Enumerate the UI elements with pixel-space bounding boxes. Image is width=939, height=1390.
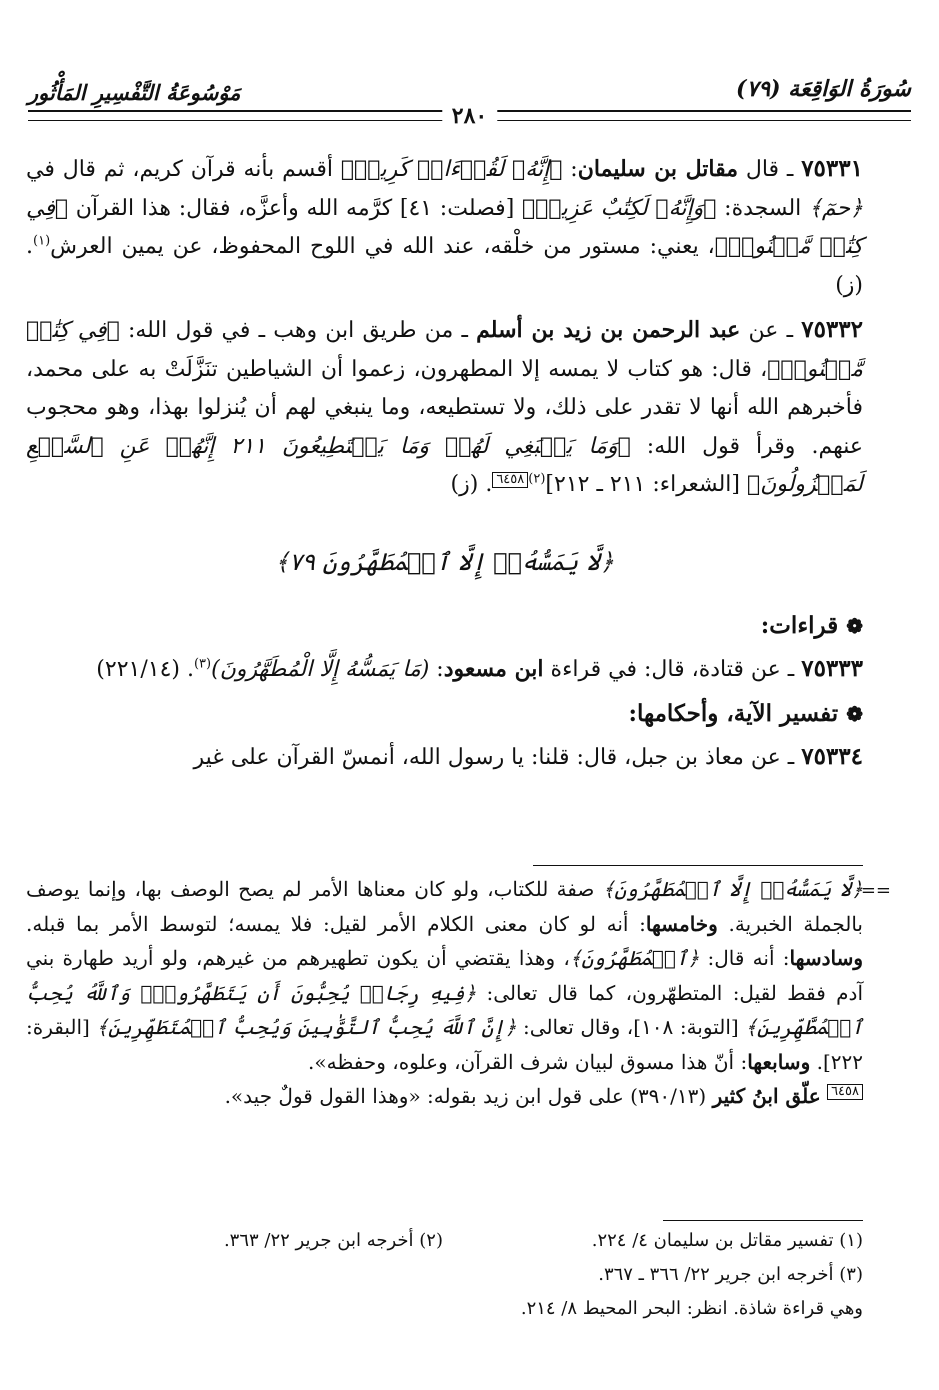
entry-number: ٧٥٣٣٢ [801,316,863,343]
footnote-ref: (٢) [528,471,546,487]
narrator: عبد الرحمن بن زيد بن أسلم [476,317,741,343]
qiraah-quote: (مَا يَمَسُّهُ إِلَّا الْمُطَهَّرُونَ) [211,656,430,682]
section-heading-tafsir [26,695,863,734]
quran-quote: ﴿حمٓ﴾ [808,195,864,221]
quran-quote: ﴿لَّا يَمَسُّهُۥٓ إِلَّا ٱلۡمُطَهَّرُونَ﴾ [602,877,863,901]
flower-ornament-icon: ❁ [846,702,863,726]
entry-number: ٧٥٣٣٤ [801,742,863,770]
quran-quote: ﴿ٱلۡمُطَهَّرُونَ﴾ [569,946,700,970]
section-title: تفسير الآية، وأحكامها: [628,700,839,727]
footnotes-separator [663,1220,863,1221]
hadith-75332: ٧٥٣٣٢ ـ عن عبد الرحمن بن زيد بن أسلم ـ من طريق ابن وهب ـ في قول الله: ﴿فِي كِتَٰبٖ مَّكۡنُونٖ﴾، قال: هو كتاب لا يمسه إلا المطهرون، زعموا أن الشياطين تنَزَّلَتْ به على محمد، فأخبرهم الله أنها لا تقدر على ذلك، ولا تستطيعه، وما ينبغي لهم أن يُنزلوا بهذا، وهو محجوب عنهم. وقرأ قول الله: ﴿وَمَا يَنۢبَغِي لَهُمۡ وَمَا يَسۡتَطِيعُونَ ٢١١ إِنَّهُمۡ عَنِ ٱلسَّمۡعِ لَمَعۡزُولُونَ﴾ [الشعراء: ٢١١ ـ ٢١٢]$^{(٢)}$٦٤٥٨. (ز) [26,316,864,497]
quran-quote: ﴿فِي كِتَٰبٖ مَّكۡنُونٖ﴾ [26,195,863,259]
quran-quote: ﴿إِنَّ ٱللَّهَ يُحِبُّ ٱلتَّوَّٰبِينَ وَيُحِبُّ ٱلۡمُتَطَهِّرِينَ﴾ [96,1015,517,1039]
page-number: ٢٨٠ [442,103,497,129]
main-text [26,150,863,783]
commentary-notes [26,872,863,1114]
continuation-mark: == [860,880,891,901]
narrator: ابن مسعود [443,655,544,682]
quran-quote: ﴿إِنَّهُۥ لَقُرۡءَانٞ كَرِيمٞ﴾ [340,157,563,182]
footnote-2: (٢) أخرجه ابن جرير ٢٢/ ٣٦٣. [223,1230,443,1251]
footnote-3: (٣) أخرجه ابن جرير ٢٢/ ٣٦٦ ـ ٣٦٧. [598,1264,863,1285]
footnotes [26,1224,863,1326]
section-title: قراءات: [760,612,839,639]
quran-quote: ﴿فِيهِ رِجَالٞ يُحِبُّونَ أَن يَتَطَهَّرُواْۚ وَٱللَّهُ يُحِبُّ ٱلۡمُطَّهِّرِينَ﴾ [26,980,864,1039]
commentary-number-box: ٦٤٥٨ [827,1084,863,1100]
footnote-3-note: وهي قراءة شاذة. انظر: البحر المحيط ٨/ ٢١٤. [520,1298,863,1319]
footnote-ref: (٣) [193,656,212,672]
hadith-75331: ٧٥٣٣١ ـ قال مقاتل بن سليمان: ﴿إِنَّهُۥ لَقُرۡءَانٞ كَرِيمٞ﴾ أقسم بأنه قرآن كريم، ثم قال في ﴿حمٓ﴾ السجدة: ﴿وَإِنَّهُۥ لَكِتَٰبٌ عَزِيزٞ﴾ [فصلت: ٤١] كرَّمه الله وأعزَّه، فقال: هذا القرآن ﴿فِي كِتَٰبٖ مَّكۡنُونٖ﴾، يعني: مستور من خلْقه، عند الله في اللوح المحفوظ، عن يمين العرش$^{(١)}$. (ز) [26,155,864,298]
commentary-6458: ٦٤٥٨ علّق ابنُ كثير (٣٩٠/١٣) على قول ابن زيد بقوله: «وهذا القول قولٌ جيد». [26,1079,863,1114]
hadith-75334: ٧٥٣٣٤ ـ عن معاذ بن جبل، قال: قلنا: يا رسول الله، أنمسّ القرآن على غير [193,742,863,770]
hadith-75333: ٧٥٣٣٣ ـ عن قتادة، قال: في قراءة ابن مسعود: (مَا يَمَسُّهُ إِلَّا الْمُطَهَّرُونَ)$^{(٣)}$. (٢٢١/١٤) [96,654,863,682]
quran-quote: ﴿وَمَا يَنۢبَغِي لَهُمۡ وَمَا يَسۡتَطِيعُونَ ٢١١ إِنَّهُمۡ عَنِ ٱلسَّمۡعِ لَمَعۡزُولُونَ﴾ [26,433,863,497]
quran-quote: ﴿فِي كِتَٰبٖ مَّكۡنُونٖ﴾ [26,318,863,382]
section-heading-qiraat [26,607,863,646]
footnote-ref: (١) [33,233,51,249]
footnote-1: (١) تفسير مقاتل بن سليمان ٤/ ٢٢٤. [591,1230,863,1251]
commentary-ref-box: ٦٤٥٨ [492,472,528,488]
narrator: مقاتل بن سليمان [577,156,738,182]
flower-ornament-icon: ❁ [846,614,863,638]
notes-separator [533,865,863,866]
entry-number: ٧٥٣٣١ [801,155,863,182]
book-title: مَوْسُوعَةُ التَّفْسِيرِ المَأْثُور [28,80,241,105]
commentary-continued: ﴿لَّا يَمَسُّهُۥٓ إِلَّا ٱلۡمُطَهَّرُونَ﴾ صفة للكتاب، ولو كان معناها الأمر لم يصح الوصف بها، وإنما يوصف بالجملة الخبرية. وخامسها: أنه لو كان معنى الكلام الأمر لقيل: فلا يمسه؛ لتوسط الأمر بما قبله. وسادسها: أنه قال: ﴿ٱلۡمُطَهَّرُونَ﴾، وهذا يقتضي أن يكون تطهيرهم من غيرهم، ولو أريد طهارة بني آدم فقط لقيل: المتطهّرون، كما قال تعالى: ﴿فِيهِ رِجَالٞ يُحِبُّونَ أَن يَتَطَهَّرُواْۚ وَٱللَّهُ يُحِبُّ ٱلۡمُطَّهِّرِينَ﴾ [التوبة: ١٠٨]، وقال تعالى: ﴿إِنَّ ٱللَّهَ يُحِبُّ ٱلتَّوَّٰبِينَ وَيُحِبُّ ٱلۡمُتَطَهِّرِينَ﴾ [البقرة: ٢٢٢]. وسابعها: أنّ هذا مسوق لبيان شرف القرآن، وعلوه، وحفظه». [26,877,864,1074]
entry-number: ٧٥٣٣٣ [801,654,863,682]
verse-heading: ﴿لَّا يَمَسُّهُۥٓ إِلَّا ٱلۡمُطَهَّرُونَ ٧٩﴾ [275,547,614,576]
surah-title: سُورَةُ الوَاقِعَة (٧٩) [736,76,911,102]
quran-quote: ﴿وَإِنَّهُۥ لَكِتَٰبٌ عَزِيزٞ﴾ [521,195,717,221]
